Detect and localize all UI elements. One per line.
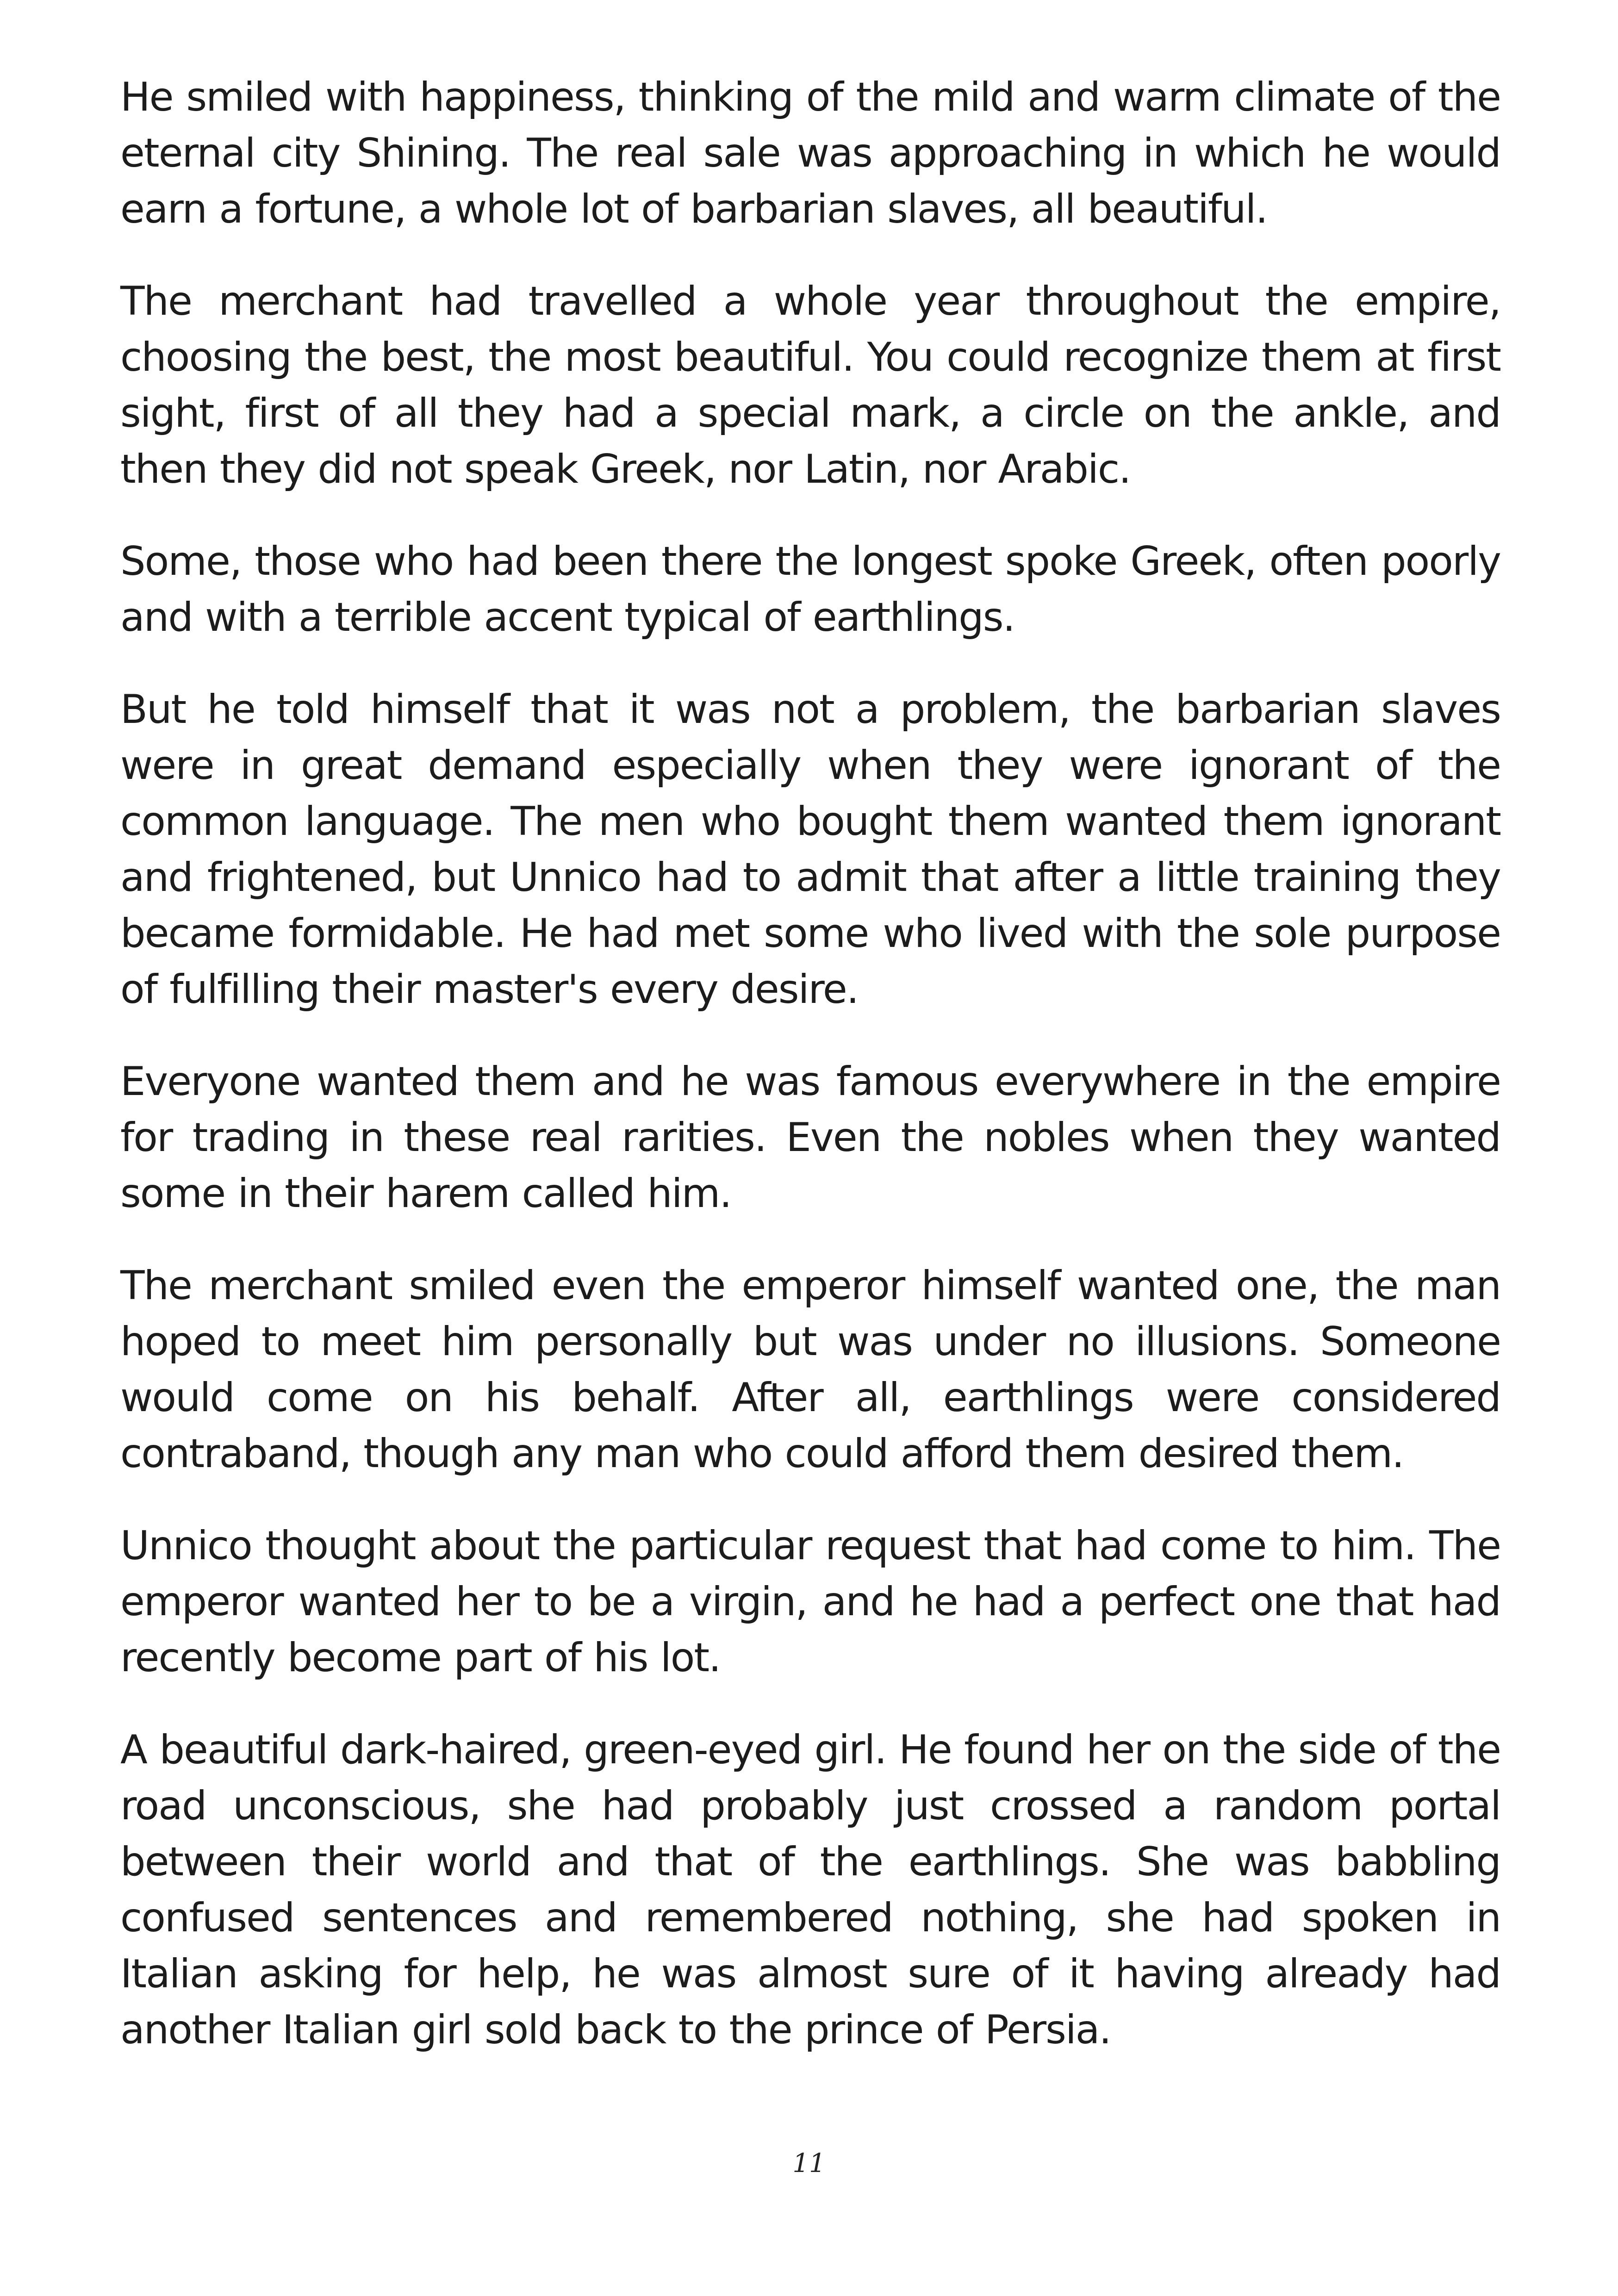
paragraph-6: The merchant smiled even the emperor himself wanted one, the man hoped to meet him personally but was under no illusions. Someone would come on his behalf. After all, earthlings were considered contraband, though any man who could afford them desired them. [120, 1263, 1500, 1477]
paragraph-8: A beautiful dark-haired, green-eyed girl. He found her on the side of the road unconscious, she had probably just crossed a random portal between their world and that of the earthlings. She was babbling confused sentences and remembered nothing, she had spoken in Italian asking for help, he was almost sure of it having already had another Italian girl sold back to the prince of Persia. [120, 1727, 1500, 2053]
paragraph-1: He smiled with happiness, thinking of the mild and warm climate of the eternal city Shining. The real sale was approaching in which he would earn a fortune, a whole lot of barbarian slaves, all beautiful. [120, 74, 1500, 232]
paragraph-5: Everyone wanted them and he was famous everywhere in the empire for trading in these real rarities. Even the nobles when they wanted some in their harem called him. [120, 1058, 1500, 1217]
paragraph-7: Unnico thought about the particular request that had come to him. The emperor wanted her to be a virgin, and he had a perfect one that had recently become part of his lot. [120, 1523, 1500, 1681]
paragraph-2: The merchant had travelled a whole year throughout the empire, choosing the best, the most beautiful. You could recognize them at first sight, first of all they had a special mark, a circle on the ankle, and then they did not speak Greek, nor Latin, nor Arabic. [120, 278, 1500, 492]
paragraph-4: But he told himself that it was not a problem, the barbarian slaves were in great demand especially when they were ignorant of the common language. The men who bought them wanted them ignorant and frightened, but Unnico had to admit that after a little training they became formidable. He had met some who lived with the sole purpose of fulfilling their master's every desire. [120, 686, 1500, 1013]
paragraph-3: Some, those who had been there the longest spoke Greek, often poorly and with a terrible accent typical of earthlings. [120, 538, 1500, 641]
page-number: 11 [792, 2148, 826, 2178]
page-body [120, 69, 1500, 2094]
